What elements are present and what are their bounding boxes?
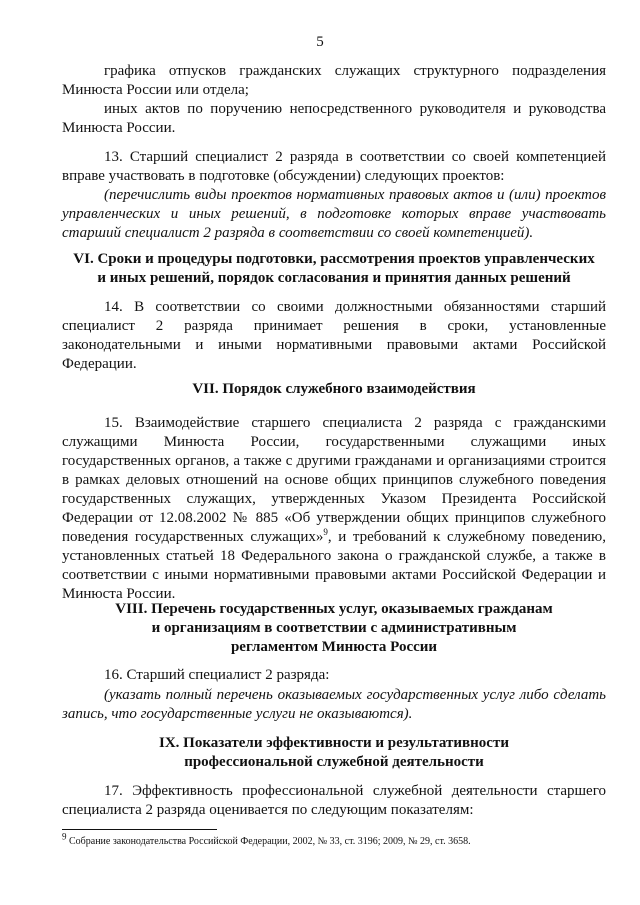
footnote-divider (62, 829, 217, 830)
paragraph-16-note: (указать полный перечень оказываемых государственных услуг либо сделать запись, что государственные услуги не оказываются). (62, 687, 606, 722)
paragraph-13-note: (перечислить виды проектов нормативных правовых актов и (или) проектов управленческих и иных решений, в подготовке которых вправе участвовать старший специалист 2 разряда в соответствии со своей компетенцией). (62, 187, 606, 241)
paragraph-15-part-2: , и требований к служебному поведению, установленных статьей 18 Федерального закона о гражданской службе, а также в соответствии с иными нормативными правовыми актами Российской Федерации и Минюста России. (62, 529, 606, 602)
paragraph-15-part-1: 15. Взаимодействие старшего специалиста 2 разряда с гражданскими служащими Минюста России, государственными служащими иных государственных органов, а также с другими гражданами и организациями строится в рамках деловых отношений на основе общих принципов служебного поведения государственных служащих, утвержденных Указом Президента Российской Федерации от 12.08.2002 № 885 «Об утверждении общих принципов служебного поведения государственных служащих» (62, 415, 606, 545)
paragraph-17: 17. Эффективность профессиональной служебной деятельности старшего специалиста 2 разряда оценивается по следующим показателям: (62, 783, 606, 818)
footnote-number: 9 (62, 831, 67, 842)
paragraph-16: 16. Старший специалист 2 разряда: (104, 667, 330, 683)
paragraph-15 (62, 414, 606, 604)
paragraph-other-acts: иных актов по поручению непосредственного руководителя и руководства Минюста России. (62, 101, 606, 136)
section-heading-8: VIII. Перечень государственных услуг, оказываемых гражданам и организациям в соответствии с административным регламентом Минюста России (115, 601, 553, 655)
footnote (62, 831, 622, 848)
page-number: 5 (316, 34, 324, 50)
paragraph-14: 14. В соответствии со своими должностными обязанностями старший специалист 2 разряда принимает решения в сроки, установленные законодательными и иными нормативными правовыми актами Российской Федерации. (62, 299, 606, 372)
section-heading-9: IX. Показатели эффективности и результативности профессиональной служебной деятельности (159, 735, 509, 770)
footnote-text: Собрание законодательства Российской Федерации, 2002, № 33, ст. 3196; 2009, № 29, ст. 3658. (66, 836, 471, 847)
footnote-ref: 9 (323, 527, 328, 537)
section-heading-6: VI. Сроки и процедуры подготовки, рассмотрения проектов управленческих и иных решений, порядок согласования и принятия данных решений (73, 251, 595, 286)
section-heading-7: VII. Порядок служебного взаимодействия (192, 381, 476, 397)
paragraph-13: 13. Старший специалист 2 разряда в соответствии со своей компетенцией вправе участвовать в подготовке (обсуждении) следующих проектов: (62, 149, 606, 184)
paragraph-schedule: графика отпусков гражданских служащих структурного подразделения Минюста России или отдела; (62, 63, 606, 98)
